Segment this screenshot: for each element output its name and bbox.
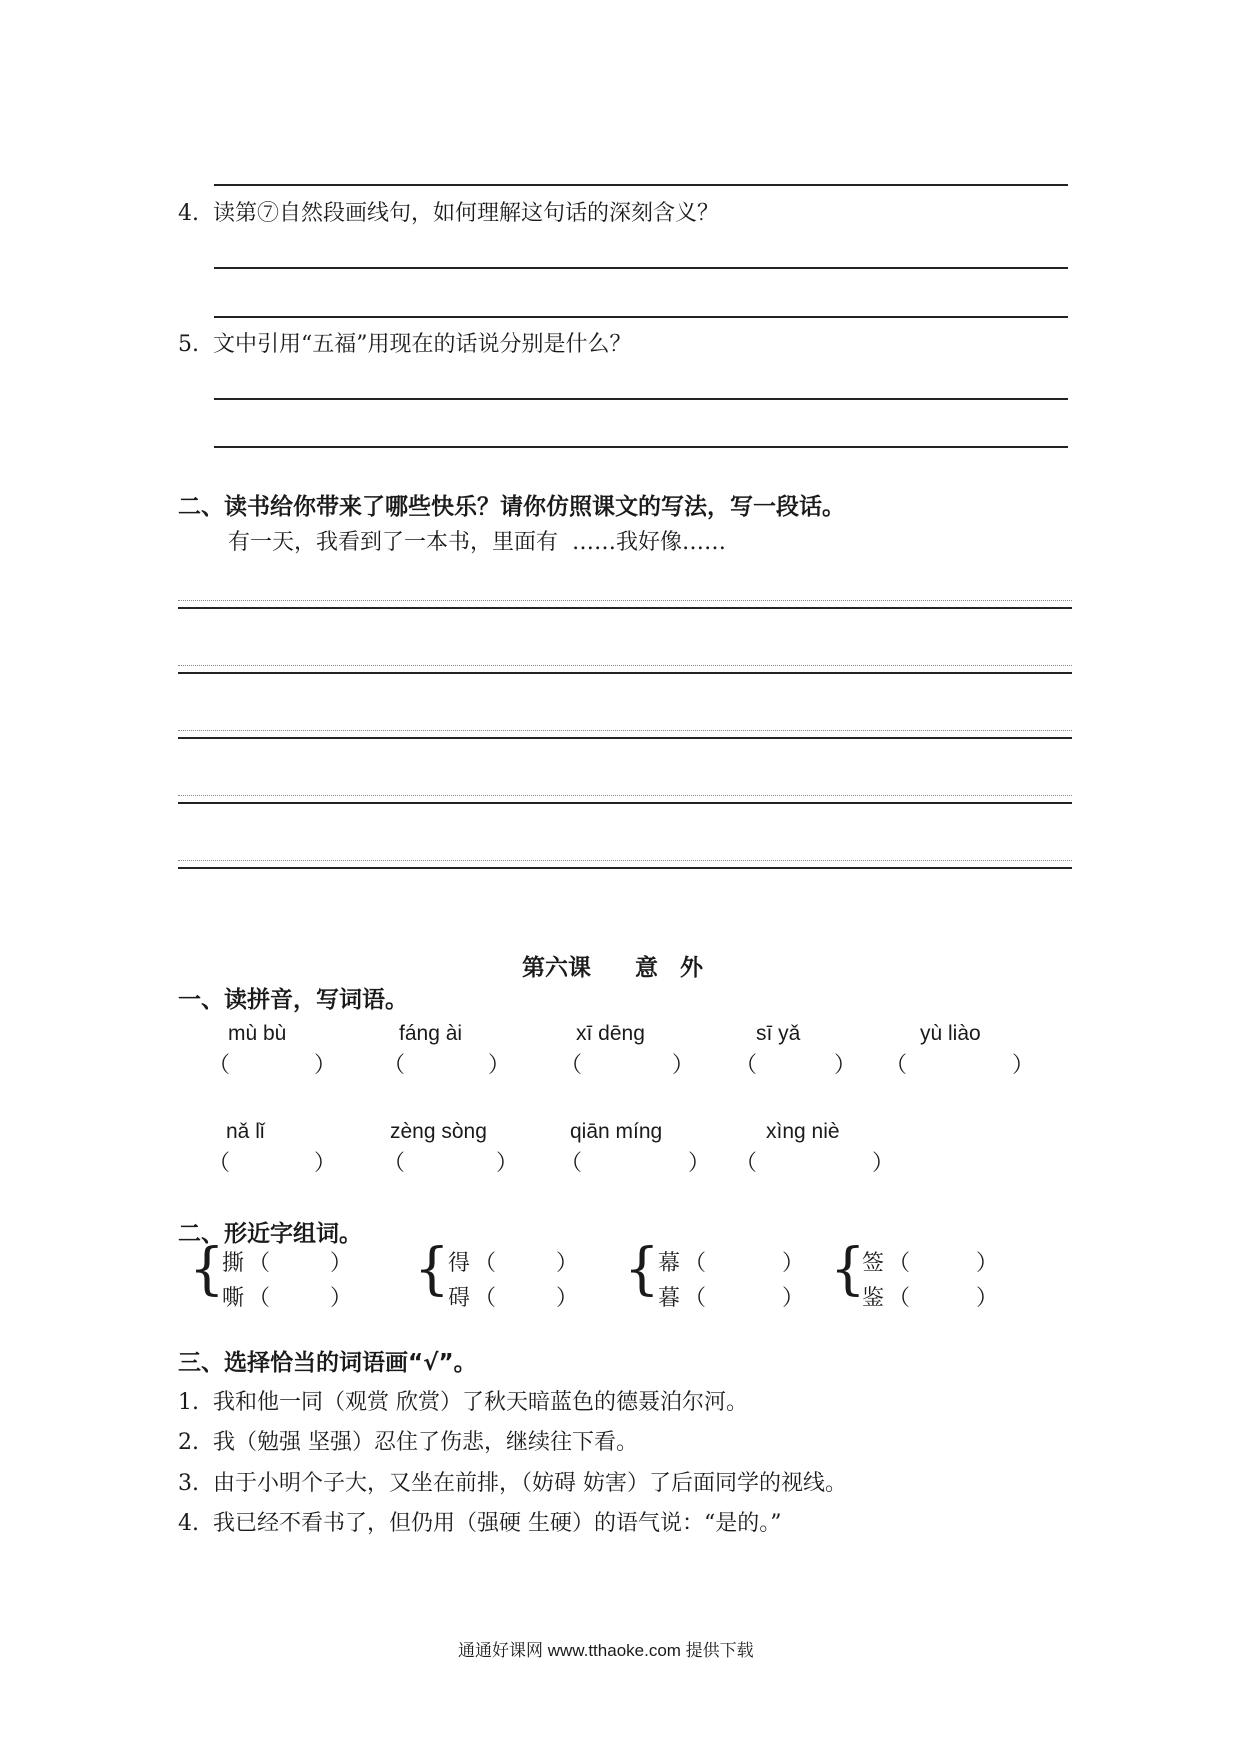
dotted-guide [178, 795, 1072, 796]
answer-line[interactable] [214, 184, 1068, 186]
question-5: 5. 文中引用“五福”用现在的话说分别是什么？ [178, 332, 632, 357]
answer-paren[interactable]: （ [888, 1286, 911, 1311]
writing-line[interactable] [178, 867, 1072, 869]
section-title-writing: 二、读书给你带来了哪些快乐？请你仿照课文的写法，写一段话。 [178, 494, 845, 520]
writing-line[interactable] [178, 802, 1072, 804]
dotted-guide [178, 600, 1072, 601]
brace-glyph: { [189, 1237, 225, 1302]
section-title-pinyin: 一、读拼音，写词语。 [178, 987, 408, 1013]
lesson-title: 第六课 意 外 [522, 955, 703, 981]
character: 得 [448, 1251, 471, 1276]
pinyin-item: mù bù [228, 1022, 287, 1045]
answer-paren[interactable]: （ [684, 1251, 707, 1276]
question-4: 4. 读第⑦自然段画线句，如何理解这句话的深刻含义？ [178, 201, 720, 226]
brace-glyph: { [414, 1237, 450, 1302]
writing-prompt: 有一天，我看到了一本书，里面有 ……我好像…… [228, 530, 727, 555]
character: 嘶 [222, 1286, 245, 1311]
answer-line[interactable] [214, 446, 1068, 448]
answer-paren[interactable]: ） [556, 1286, 579, 1311]
dotted-guide [178, 730, 1072, 731]
brace-glyph: { [624, 1237, 660, 1302]
answer-paren[interactable]: ） [976, 1251, 999, 1276]
pinyin-item: zèng sòng [390, 1120, 487, 1143]
dotted-guide [178, 665, 1072, 666]
character: 鉴 [862, 1286, 885, 1311]
pinyin-item: xìng niè [766, 1120, 840, 1143]
writing-line[interactable] [178, 737, 1072, 739]
character: 暮 [658, 1286, 681, 1311]
answer-paren[interactable]: （ [248, 1286, 271, 1311]
footer-text: 通通好课网 www.tthaoke.com 提供下载 [458, 1641, 754, 1660]
answer-paren[interactable]: ） [976, 1286, 999, 1311]
section-title-characters: 二、形近字组词。 [178, 1221, 362, 1247]
answer-paren[interactable]: （ [248, 1251, 271, 1276]
writing-line[interactable] [178, 672, 1072, 674]
pinyin-item: fáng ài [399, 1022, 463, 1045]
choice-item[interactable]: 3. 由于小明个子大，又坐在前排，（妨碍 妨害）了后面同学的视线。 [178, 1471, 847, 1496]
pinyin-item: sī yǎ [756, 1022, 801, 1045]
answer-paren[interactable]: （ [474, 1251, 497, 1276]
character: 撕 [222, 1251, 245, 1276]
choice-item[interactable]: 1. 我和他一同（观赏 欣赏）了秋天暗蓝色的德聂泊尔河。 [178, 1390, 748, 1415]
pinyin-item: nǎ lǐ [226, 1120, 265, 1143]
pinyin-item: yù liào [920, 1022, 981, 1045]
choice-item[interactable]: 4. 我已经不看书了，但仍用（强硬 生硬）的语气说：“是的。” [178, 1511, 782, 1536]
answer-paren[interactable]: ） [782, 1251, 805, 1276]
dotted-guide [178, 860, 1072, 861]
section-title-choose: 三、选择恰当的词语画“√”。 [178, 1350, 477, 1376]
answer-paren[interactable]: ） [330, 1286, 353, 1311]
character: 幕 [658, 1251, 681, 1276]
answer-line[interactable] [214, 267, 1068, 269]
answer-paren[interactable]: ） [556, 1251, 579, 1276]
answer-paren[interactable]: （ [474, 1286, 497, 1311]
brace-glyph: { [830, 1237, 866, 1302]
character: 签 [862, 1251, 885, 1276]
answer-paren[interactable]: ） [782, 1286, 805, 1311]
answer-line[interactable] [214, 316, 1068, 318]
answer-paren[interactable]: （ [888, 1251, 911, 1276]
writing-line[interactable] [178, 607, 1072, 609]
pinyin-item: qiān míng [570, 1120, 663, 1143]
character: 碍 [448, 1286, 471, 1311]
answer-paren[interactable]: （ [684, 1286, 707, 1311]
choice-item[interactable]: 2. 我（勉强 坚强）忍住了伤悲，继续往下看。 [178, 1430, 638, 1455]
answer-paren[interactable]: ） [330, 1251, 353, 1276]
answer-line[interactable] [214, 398, 1068, 400]
pinyin-item: xī dēng [576, 1022, 645, 1045]
